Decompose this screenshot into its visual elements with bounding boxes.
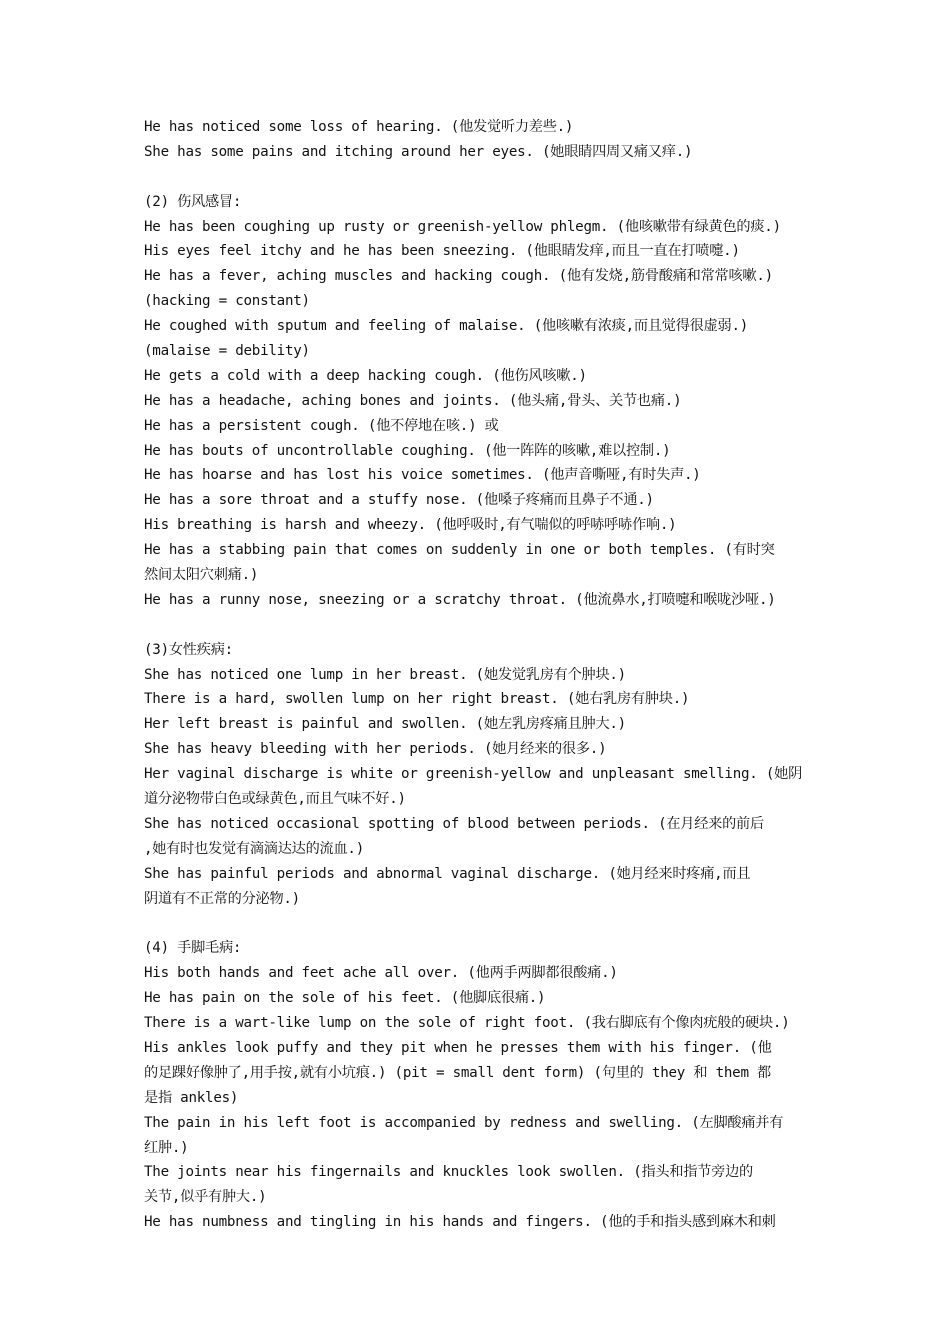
- text-line: (hacking = constant): [144, 293, 310, 310]
- text-line: Her vaginal discharge is white or greenish-yellow and unpleasant smelling. (她阴: [144, 766, 803, 783]
- text-line: He coughed with sputum and feeling of malaise. (他咳嗽有浓痰,而且觉得很虚弱.): [144, 318, 749, 335]
- text-line: 道分泌物带白色或绿黄色,而且气味不好.): [144, 791, 406, 808]
- text-line: She has some pains and itching around her eyes. (她眼睛四周又痛又痒.): [144, 143, 693, 160]
- text-line: 阴道有不正常的分泌物.): [144, 890, 300, 907]
- text-line: His ankles look puffy and they pit when he presses them with his finger. (他: [144, 1039, 772, 1056]
- section-1: [144, 115, 824, 165]
- text-line: She has heavy bleeding with her periods. (她月经来的很多.): [144, 741, 607, 758]
- text-line: He has a fever, aching muscles and hacking cough. (他有发烧,筋骨酸痛和常常咳嗽.): [144, 268, 773, 285]
- text-line: She has noticed occasional spotting of blood between periods. (在月经来的前后: [144, 815, 764, 832]
- text-line: His both hands and feet ache all over. (他两手两脚都很酸痛.): [144, 965, 618, 982]
- section-2: [144, 190, 824, 613]
- section-heading: (2) 伤风感冒:: [144, 193, 242, 210]
- text-line: 的足踝好像肿了,用手按,就有小坑痕.) (pit = small dent form) (句里的 they 和 them 都: [144, 1064, 771, 1081]
- text-line: He has a runny nose, sneezing or a scratchy throat. (他流鼻水,打喷嚏和喉咙沙哑.): [144, 591, 776, 608]
- text-line: He has hoarse and has lost his voice sometimes. (他声音嘶哑,有时失声.): [144, 467, 701, 484]
- text-line: He has noticed some loss of hearing. (他发觉听力差些.): [144, 119, 574, 135]
- text-line: Her left breast is painful and swollen. (她左乳房疼痛且肿大.): [144, 716, 626, 733]
- text-line: (malaise = debility): [144, 343, 310, 360]
- text-line: 关节,似乎有肿大.): [144, 1189, 267, 1206]
- text-line: ,她有时也发觉有滴滴达达的流血.): [144, 840, 365, 857]
- text-line: He has numbness and tingling in his hands and fingers. (他的手和指头感到麻木和刺: [144, 1214, 776, 1231]
- paragraph-gap: [144, 613, 824, 638]
- text-line: His eyes feel itchy and he has been sneezing. (他眼睛发痒,而且一直在打喷嚏.): [144, 243, 740, 260]
- section-3: [144, 638, 824, 912]
- paragraph-gap: [144, 165, 824, 190]
- text-line: He has a sore throat and a stuffy nose. (他嗓子疼痛而且鼻子不通.): [144, 492, 654, 509]
- text-line: His breathing is harsh and wheezy. (他呼吸时,有气喘似的呼哧呼哧作响.): [144, 517, 677, 534]
- section-heading: (3)女性疾病:: [144, 641, 233, 658]
- text-line: 是指 ankles): [144, 1089, 239, 1106]
- text-line: She has noticed one lump in her breast. (她发觉乳房有个肿块.): [144, 666, 626, 683]
- text-line: He has a headache, aching bones and joints. (他头痛,骨头、关节也痛.): [144, 392, 682, 409]
- text-line: He has bouts of uncontrollable coughing. (他一阵阵的咳嗽,难以控制.): [144, 442, 671, 459]
- section-4: [144, 936, 824, 1235]
- text-line: 然间太阳穴刺痛.): [144, 567, 259, 584]
- text-line: He has pain on the sole of his feet. (他脚底很痛.): [144, 990, 546, 1007]
- text-line: He has a stabbing pain that comes on suddenly in one or both temples. (有时突: [144, 542, 775, 559]
- section-heading: (4) 手脚毛病:: [144, 940, 242, 957]
- text-line: He gets a cold with a deep hacking cough. (他伤风咳嗽.): [144, 367, 587, 384]
- document-page: [144, 115, 824, 1235]
- text-line: 红肿.): [144, 1139, 189, 1156]
- text-line: She has painful periods and abnormal vaginal discharge. (她月经来时疼痛,而且: [144, 865, 751, 882]
- paragraph-gap: [144, 912, 824, 937]
- text-line: The pain in his left foot is accompanied by redness and swelling. (左脚酸痛并有: [144, 1114, 784, 1131]
- text-line: The joints near his fingernails and knuckles look swollen. (指头和指节旁边的: [144, 1164, 753, 1181]
- text-line: He has been coughing up rusty or greenish-yellow phlegm. (他咳嗽带有绿黄色的痰.): [144, 218, 781, 235]
- text-line: He has a persistent cough. (他不停地在咳.) 或: [144, 417, 499, 434]
- text-line: There is a hard, swollen lump on her right breast. (她右乳房有肿块.): [144, 691, 690, 708]
- text-line: There is a wart-like lump on the sole of right foot. (我右脚底有个像肉疣般的硬块.): [144, 1015, 790, 1032]
